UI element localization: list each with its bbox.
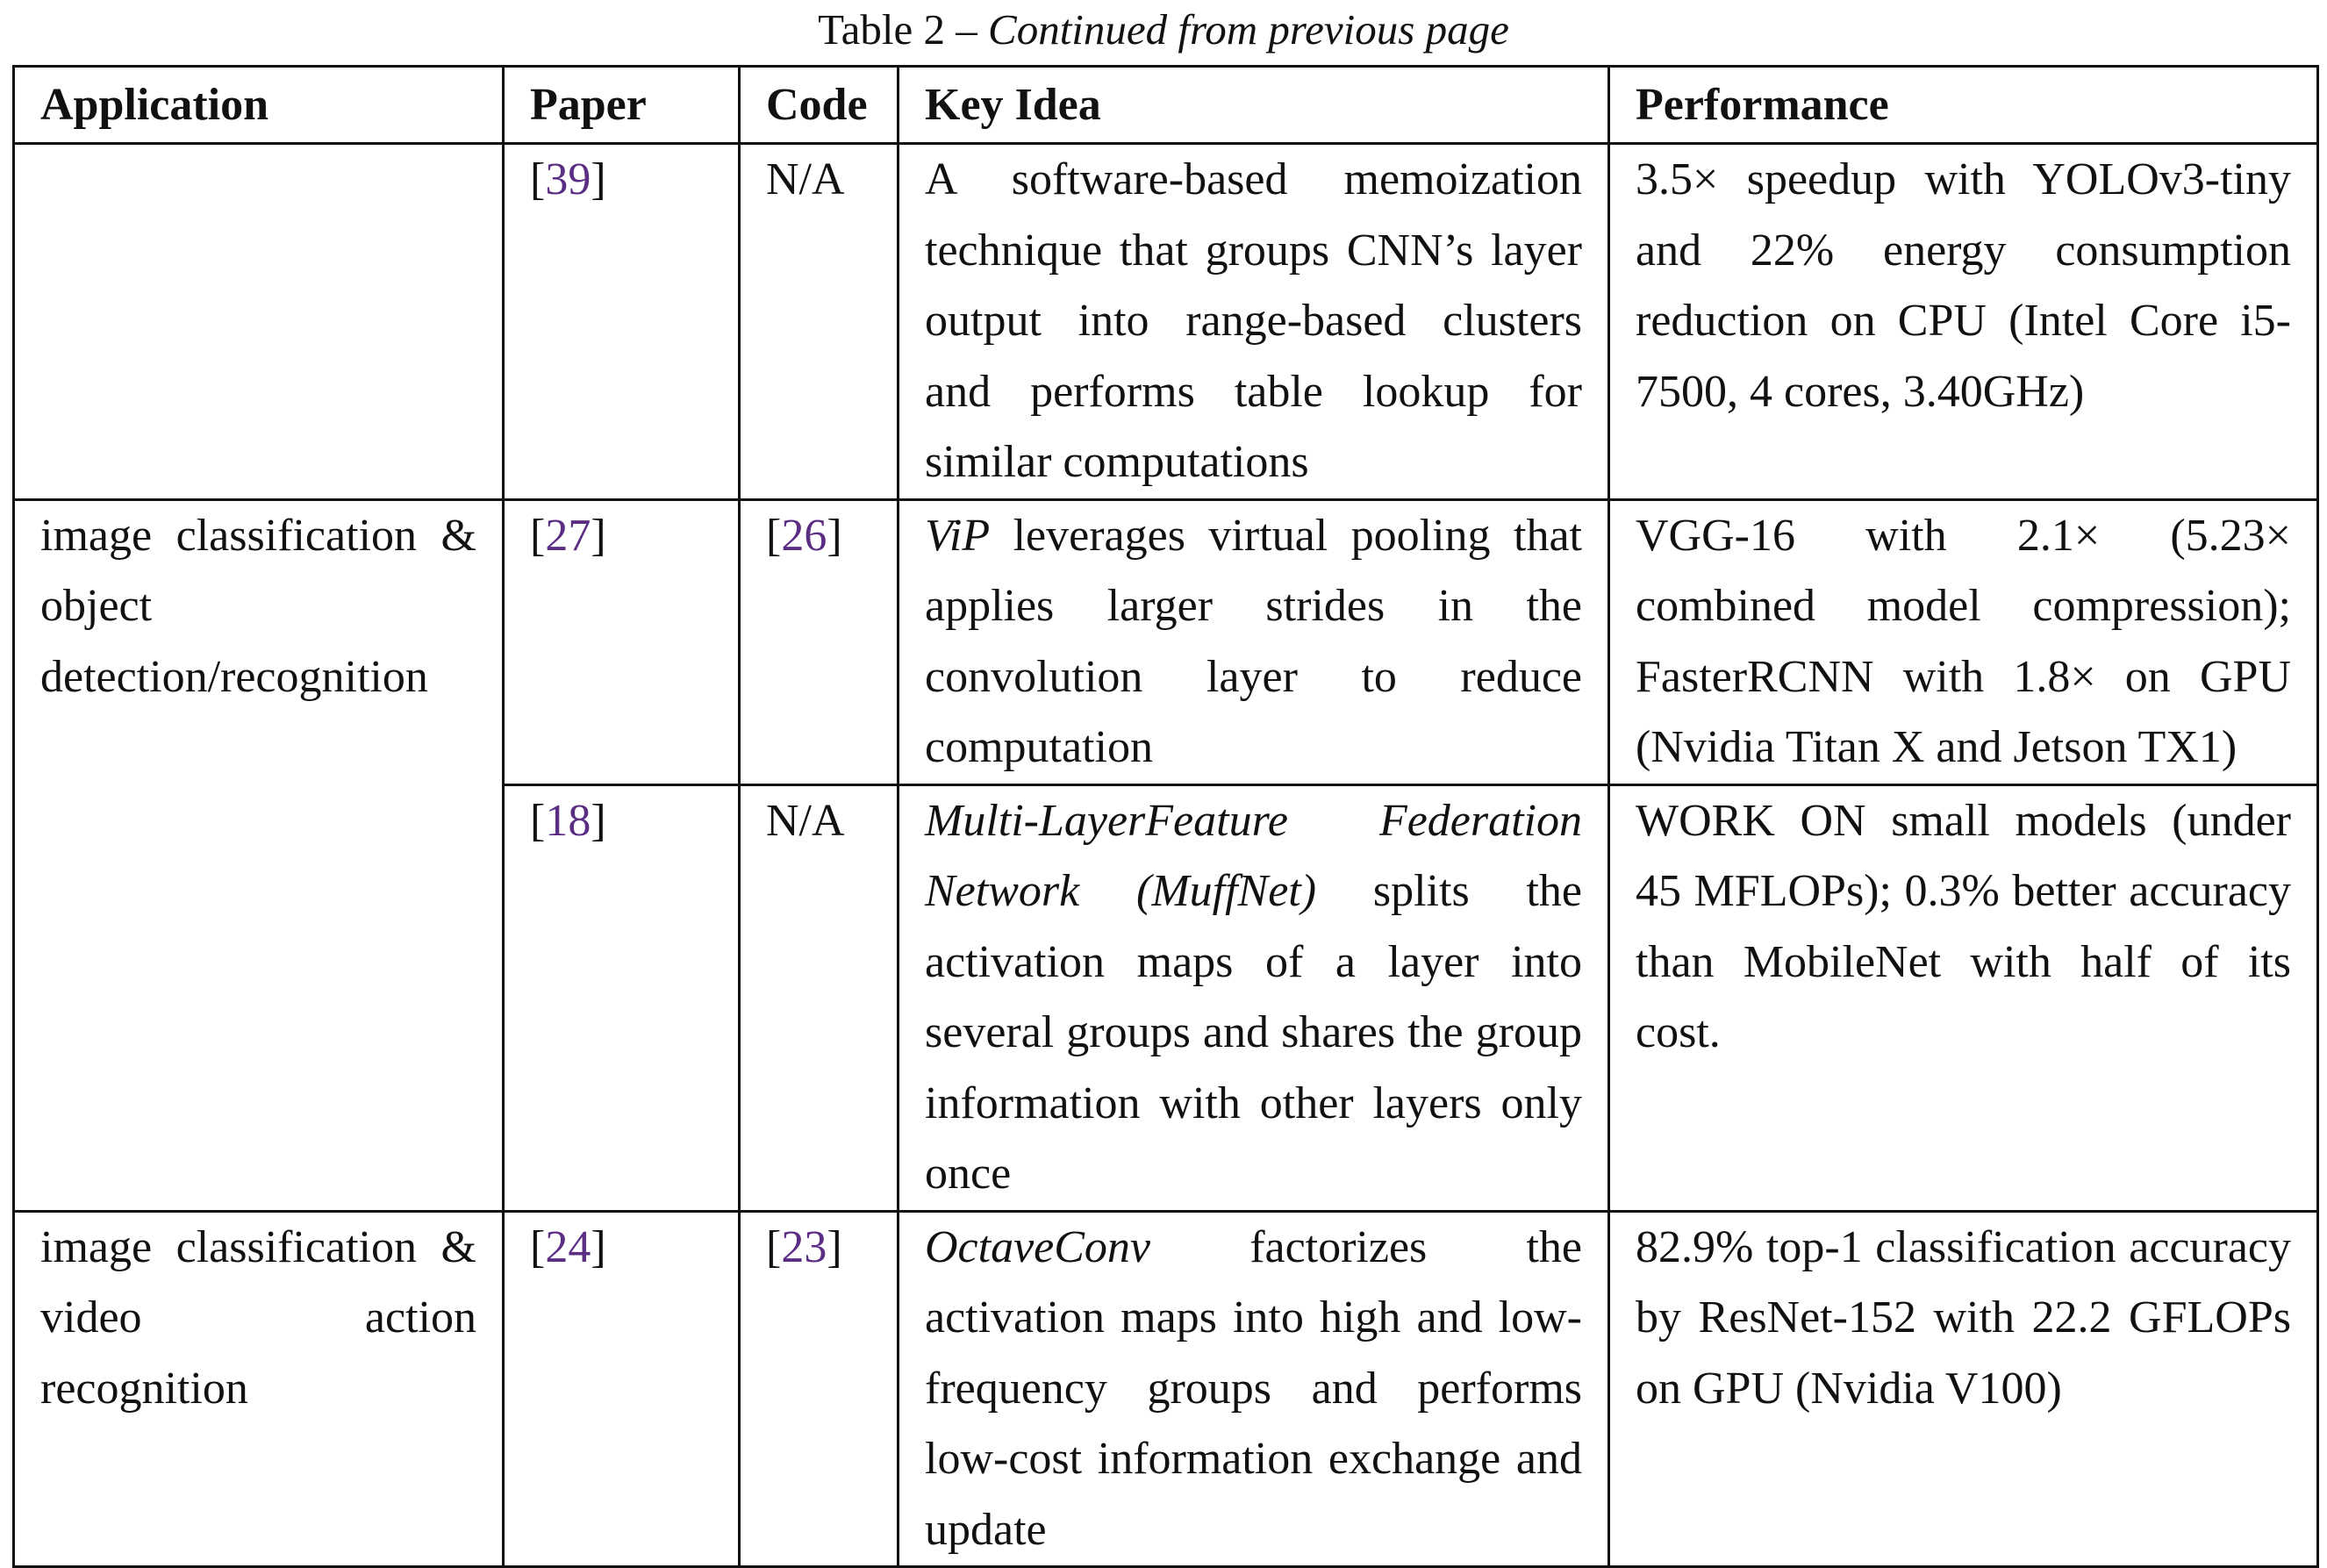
- key-idea-cell: [899, 144, 1609, 500]
- key-idea-text: A software-based memoization technique that groups CNN’s layer output into range-based clusters and performs table lookup for similar computations: [925, 154, 1582, 487]
- paper-cell: [39]: [504, 144, 740, 500]
- method-name: OctaveConv: [925, 1221, 1151, 1272]
- key-idea-text: leverages virtual pooling that applies larger strides in the convolution layer to reduce computation: [925, 510, 1582, 772]
- application-cell: image classification & object detection/recognition: [14, 499, 504, 1211]
- header-key-idea: Key Idea: [899, 67, 1609, 144]
- caption-continued: Continued from previous page: [988, 5, 1509, 54]
- header-paper: Paper: [504, 67, 740, 144]
- paper-cell: [24]: [504, 1211, 740, 1567]
- header-performance: Performance: [1609, 67, 2318, 144]
- paper-cell: [27]: [504, 499, 740, 784]
- code-cell: [26]: [740, 499, 899, 784]
- key-idea-text: factorizes the activation maps into high and low-frequency groups and performs low-cost information exchange and update: [925, 1221, 1582, 1555]
- application-cell: image classification & video action recognition: [14, 1211, 504, 1567]
- caption-label: Table 2 –: [818, 5, 989, 54]
- table-caption: [0, 2, 2327, 58]
- key-idea-text: splits the activation maps of a layer into several groups and shares the group information with other layers only once: [925, 866, 1582, 1199]
- header-code: Code: [740, 67, 899, 144]
- code-citation-link[interactable]: 26: [781, 510, 827, 561]
- paper-cell: [18]: [504, 784, 740, 1211]
- table-row: [14, 144, 2318, 500]
- table-header-row: [14, 67, 2318, 144]
- paper-citation-link[interactable]: 27: [545, 510, 591, 561]
- key-idea-cell: [899, 499, 1609, 784]
- performance-cell: VGG-16 with 2.1× (5.23× combined model compression); FasterRCNN with 1.8× on GPU (Nvidia Titan X and Jetson TX1): [1609, 499, 2318, 784]
- performance-cell: 3.5× speedup with YOLOv3-tiny and 22% energy consumption reduction on CPU (Intel Core i5-7500, 4 cores, 3.40GHz): [1609, 144, 2318, 500]
- comparison-table: [12, 65, 2319, 1568]
- table-row: [14, 499, 2318, 784]
- method-name: ViP: [925, 510, 991, 561]
- table-row: [14, 1211, 2318, 1567]
- application-cell: [14, 144, 504, 500]
- paper-citation-link[interactable]: 18: [545, 795, 591, 846]
- code-cell: [23]: [740, 1211, 899, 1567]
- code-cell: N/A: [740, 144, 899, 500]
- method-name: Multi-LayerFeature Federation Network (MuffNet): [925, 795, 1582, 916]
- paper-citation-link[interactable]: 24: [545, 1221, 591, 1272]
- paper-citation-link[interactable]: 39: [545, 154, 591, 204]
- code-citation-link[interactable]: 23: [781, 1221, 827, 1272]
- code-cell: N/A: [740, 784, 899, 1211]
- header-application: Application: [14, 67, 504, 144]
- key-idea-cell: [899, 784, 1609, 1211]
- key-idea-cell: [899, 1211, 1609, 1567]
- performance-cell: WORK ON small models (under 45 MFLOPs); 0.3% better accuracy than MobileNet with half of its cost.: [1609, 784, 2318, 1211]
- performance-cell: 82.9% top-1 classification accuracy by ResNet-152 with 22.2 GFLOPs on GPU (Nvidia V100): [1609, 1211, 2318, 1567]
